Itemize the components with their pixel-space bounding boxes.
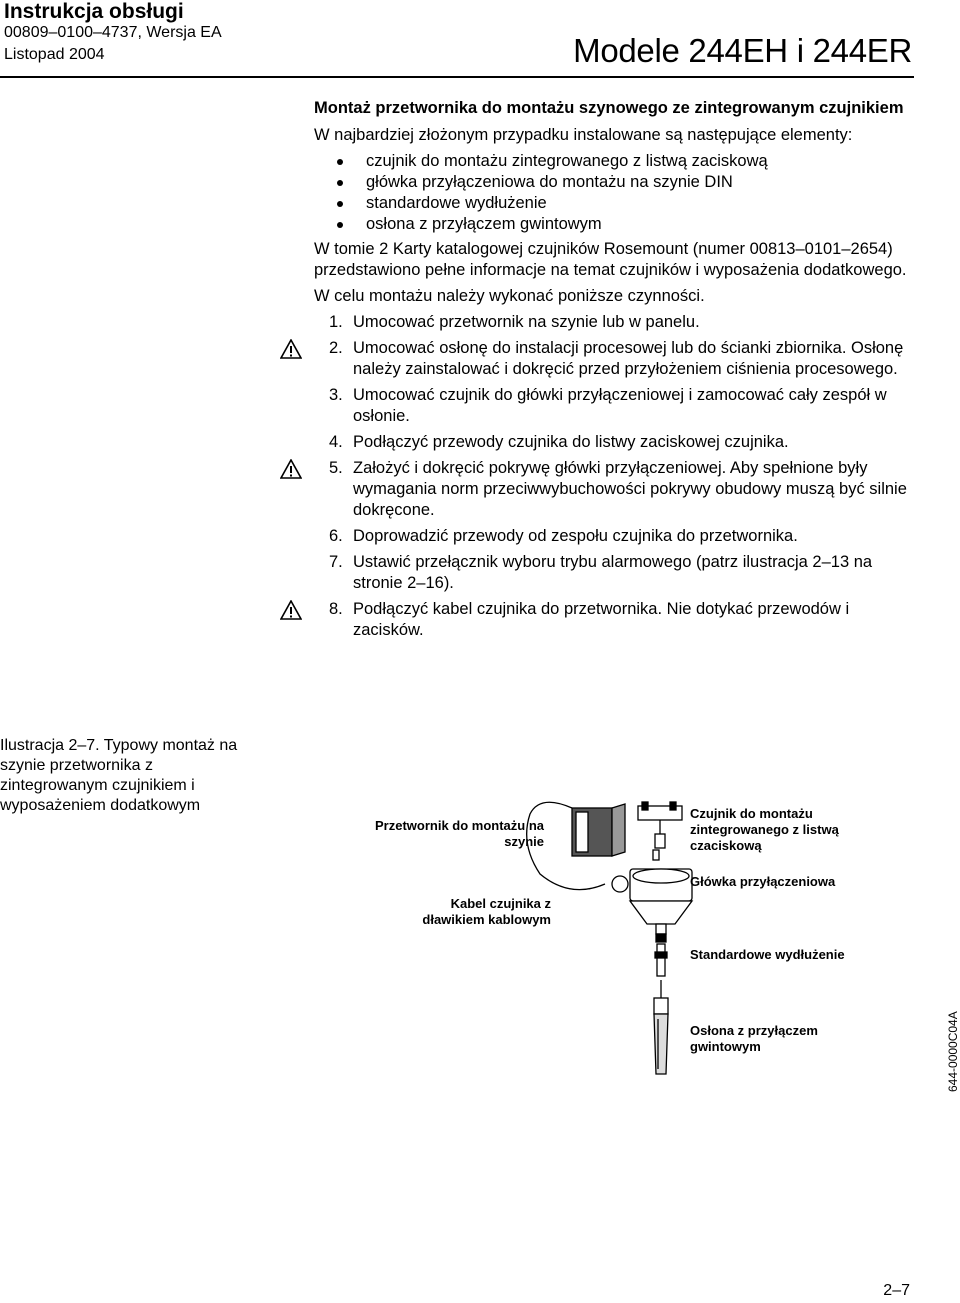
extension-label: Standardowe wydłużenie [690, 947, 845, 962]
page-number: 2–7 [883, 1282, 910, 1299]
list-item: czujnik do montażu zintegrowanego z listwą zaciskową [314, 151, 914, 172]
thermowell-label: Osłona z przyłączem gwintowym [690, 1023, 818, 1054]
step-item: 6. Doprowadzić przewody od zespołu czujnika do przetwornika. [329, 527, 798, 545]
step-item: 2. Umocować osłonę do instalacji procesowej lub do ścianki zbiornika. Osłonę należy zainstalować i dokręcić przed przyłożeniem ciśnienia procesowego. [314, 338, 914, 380]
step-item: 8. Podłączyć kabel czujnika do przetwornika. Nie dotykać przewodów i zacisków. [314, 599, 914, 641]
list-item: osłona z przyłączem gwintowym [314, 214, 914, 235]
bullet-icon [337, 201, 343, 207]
sensor-label: Czujnik do montażu zintegrowanego z listwą czaciskową [690, 806, 839, 853]
document-number: 00809–0100–4737, Wersja EA [4, 24, 222, 41]
procedure-intro: W celu montażu należy wykonać poniższe czynności. [314, 287, 705, 305]
section-title: Montaż przetwornika do montażu szynowego ze zintegrowanym czujnikiem [314, 99, 904, 117]
step-item: 5. Założyć i dokręcić pokrywę główki przyłączeniowej. Aby spełnione były wymagania norm przeciwwybuchowości pokrywy obudowy muszą być silnie dokręcone. [314, 458, 914, 521]
model-title: Modele 244EH i 244ER [573, 32, 912, 69]
manual-title: Instrukcja obsługi [4, 0, 184, 23]
figure-caption: Ilustracja 2–7. Typowy montaż na szynie przetwornika z zintegrowanym czujnikiem i wyposażeniem dodatkowym [0, 737, 238, 814]
list-item: standardowe wydłużenie [314, 193, 914, 214]
cable-label: Kabel czujnika z dławikiem kablowym [422, 896, 551, 927]
warning-icon [280, 339, 302, 359]
step-item: 4. Podłączyć przewody czujnika do listwy zaciskowej czujnika. [329, 433, 789, 451]
component-list [314, 151, 914, 235]
procedure-steps [314, 312, 914, 641]
main-content [314, 97, 914, 646]
transmitter-label: Przetwornik do montażu na szynie [374, 818, 544, 849]
step-item: 3. Umocować czujnik do główki przyłączeniowej i zamocować cały zespół w osłonie. [329, 386, 887, 425]
warning-icon [280, 459, 302, 479]
bullet-icon [337, 222, 343, 228]
warning-icon [280, 600, 302, 620]
bullet-icon [337, 159, 343, 165]
step-item: 7. Ustawić przełącznik wyboru trybu alarmowego (patrz ilustracja 2–13 na stronie 2–16). [329, 553, 873, 592]
bullet-icon [337, 180, 343, 186]
list-item: główka przyłączeniowa do montażu na szynie DIN [314, 172, 914, 193]
publication-date: Listopad 2004 [4, 46, 105, 63]
catalog-reference-paragraph: W tomie 2 Karty katalogowej czujników Rosemount (numer 00813–0101–2654) przedstawiono pełne informacje na temat czujników i wyposażenia dodatkowego. [314, 240, 907, 279]
intro-paragraph: W najbardziej złożonym przypadku instalowane są następujące elementy: [314, 126, 853, 144]
header-divider [0, 76, 914, 78]
step-item: 1. Umocować przetwornik na szynie lub w panelu. [329, 313, 700, 331]
figure-code: 644-0000C04A [946, 1011, 960, 1092]
head-label: Główka przyłączeniowa [690, 874, 836, 889]
